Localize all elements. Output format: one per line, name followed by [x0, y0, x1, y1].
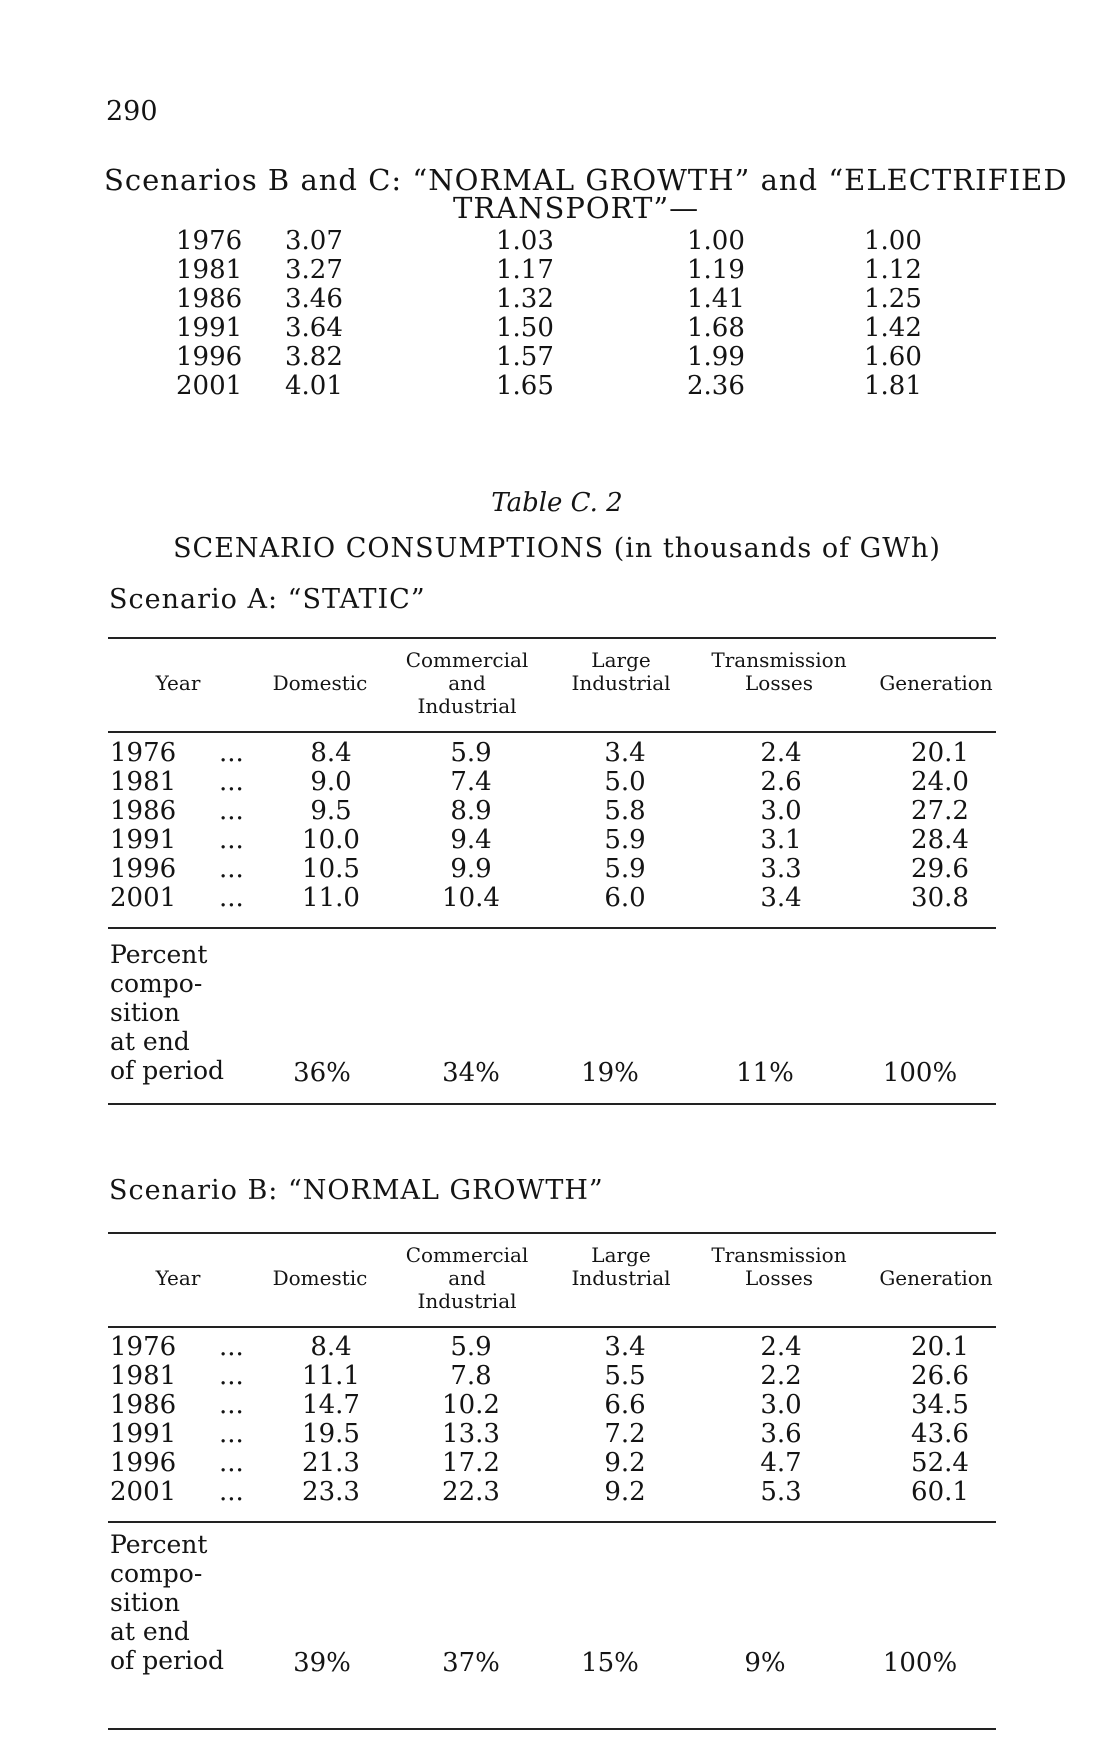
- year-cell: 1996: [110, 854, 177, 884]
- col-header-year: Year: [155, 1266, 201, 1290]
- value-cell: 9.4: [450, 825, 492, 855]
- value-cell: 11.0: [302, 883, 360, 913]
- col-header-large-industrial: Large: [591, 648, 651, 672]
- scenario-a-bottom-rule: [108, 1103, 996, 1105]
- value-cell: 3.0: [760, 1390, 802, 1420]
- value-cell: 9.5: [310, 796, 352, 826]
- value-cell: 29.6: [911, 854, 969, 884]
- value-cell: 3.6: [760, 1419, 802, 1449]
- col-header-commercial: Commercial: [405, 1243, 529, 1267]
- leader-dots: ...: [219, 883, 244, 913]
- value-cell: 9.9: [450, 854, 492, 884]
- col-header-large-industrial: Large: [591, 1243, 651, 1267]
- value-cell: 8.4: [310, 738, 352, 768]
- col-header-commercial: Industrial: [417, 1289, 517, 1313]
- value-cell: 8.9: [450, 796, 492, 826]
- col-header-domestic: Domestic: [272, 1266, 368, 1290]
- percent-label: Percent: [110, 1530, 208, 1559]
- value-cell: 19.5: [302, 1419, 360, 1449]
- bc-value: 1.25: [864, 284, 922, 314]
- leader-dots: ...: [219, 738, 244, 768]
- col-header-generation: Generation: [879, 671, 993, 695]
- bc-year: 2001: [176, 371, 243, 401]
- leader-dots: ...: [219, 1448, 244, 1478]
- value-cell: 5.3: [760, 1477, 802, 1507]
- col-header-commercial: Industrial: [417, 694, 517, 718]
- scenario-b-top-rule: [108, 1232, 996, 1234]
- table-caption: Table C. 2: [491, 488, 623, 518]
- col-header-transmission: Losses: [745, 1266, 813, 1290]
- value-cell: 10.5: [302, 854, 360, 884]
- value-cell: 6.6: [604, 1390, 646, 1420]
- scenario-a-label: Scenario A: “STATIC”: [109, 584, 426, 615]
- value-cell: 3.4: [604, 1332, 646, 1362]
- scenario-b-body-rule: [108, 1521, 996, 1523]
- percent-value: 36%: [293, 1058, 351, 1088]
- value-cell: 7.2: [604, 1419, 646, 1449]
- value-cell: 7.4: [450, 767, 492, 797]
- bc-year: 1991: [176, 313, 243, 343]
- bc-value: 1.00: [864, 226, 922, 256]
- col-header-large-industrial: Industrial: [571, 1266, 671, 1290]
- col-header-generation: Generation: [879, 1266, 993, 1290]
- percent-label: sition: [110, 1588, 181, 1617]
- scenario-a-body-rule: [108, 927, 996, 929]
- bc-value: 1.65: [496, 371, 554, 401]
- value-cell: 23.3: [302, 1477, 360, 1507]
- bc-value: 1.60: [864, 342, 922, 372]
- year-cell: 2001: [110, 883, 177, 913]
- year-cell: 1976: [110, 738, 177, 768]
- bc-value: 1.81: [864, 371, 922, 401]
- bc-year: 1996: [176, 342, 243, 372]
- percent-label: at end: [110, 1027, 190, 1056]
- col-header-transmission: Losses: [745, 671, 813, 695]
- value-cell: 4.7: [760, 1448, 802, 1478]
- bc-value: 3.82: [285, 342, 343, 372]
- value-cell: 3.4: [760, 883, 802, 913]
- page-number: 290: [106, 96, 158, 127]
- leader-dots: ...: [219, 1419, 244, 1449]
- percent-label: compo-: [110, 969, 203, 998]
- percent-label: Percent: [110, 940, 208, 969]
- percent-value: 19%: [581, 1058, 639, 1088]
- scenario-a-top-rule: [108, 637, 996, 639]
- bc-value: 1.12: [864, 255, 922, 285]
- bc-year: 1981: [176, 255, 243, 285]
- value-cell: 13.3: [442, 1419, 500, 1449]
- value-cell: 8.4: [310, 1332, 352, 1362]
- value-cell: 11.1: [302, 1361, 360, 1391]
- col-header-large-industrial: Industrial: [571, 671, 671, 695]
- bc-value: 1.99: [687, 342, 745, 372]
- value-cell: 6.0: [604, 883, 646, 913]
- value-cell: 3.1: [760, 825, 802, 855]
- bc-value: 1.32: [496, 284, 554, 314]
- bc-year: 1986: [176, 284, 243, 314]
- value-cell: 43.6: [911, 1419, 969, 1449]
- value-cell: 2.4: [760, 738, 802, 768]
- value-cell: 30.8: [911, 883, 969, 913]
- bc-value: 3.46: [285, 284, 343, 314]
- scenario-b-header-rule: [108, 1326, 996, 1328]
- percent-label: at end: [110, 1617, 190, 1646]
- value-cell: 3.4: [604, 738, 646, 768]
- scenarios-bc-heading-cont: TRANSPORT”—: [453, 191, 700, 225]
- value-cell: 22.3: [442, 1477, 500, 1507]
- table-title: SCENARIO CONSUMPTIONS (in thousands of GWh): [173, 533, 941, 564]
- value-cell: 9.2: [604, 1448, 646, 1478]
- scenarios-bc-heading: Scenarios B and C: “NORMAL GROWTH” and “ELECTRIFIED: [104, 163, 1068, 197]
- percent-value: 37%: [442, 1648, 500, 1678]
- col-header-year: Year: [155, 671, 201, 695]
- percent-label: sition: [110, 998, 181, 1027]
- year-cell: 1991: [110, 825, 177, 855]
- leader-dots: ...: [219, 854, 244, 884]
- value-cell: 5.9: [604, 825, 646, 855]
- year-cell: 1981: [110, 1361, 177, 1391]
- year-cell: 1991: [110, 1419, 177, 1449]
- bc-value: 1.00: [687, 226, 745, 256]
- value-cell: 28.4: [911, 825, 969, 855]
- value-cell: 10.2: [442, 1390, 500, 1420]
- bc-value: 1.50: [496, 313, 554, 343]
- value-cell: 5.8: [604, 796, 646, 826]
- col-header-commercial: and: [448, 671, 486, 695]
- percent-label: compo-: [110, 1559, 203, 1588]
- year-cell: 1986: [110, 1390, 177, 1420]
- percent-label: of period: [110, 1056, 225, 1085]
- percent-value: 15%: [581, 1648, 639, 1678]
- value-cell: 9.2: [604, 1477, 646, 1507]
- bc-value: 1.03: [496, 226, 554, 256]
- percent-value: 11%: [736, 1058, 794, 1088]
- value-cell: 27.2: [911, 796, 969, 826]
- col-header-domestic: Domestic: [272, 671, 368, 695]
- value-cell: 52.4: [911, 1448, 969, 1478]
- bc-value: 1.19: [687, 255, 745, 285]
- value-cell: 24.0: [911, 767, 969, 797]
- leader-dots: ...: [219, 767, 244, 797]
- value-cell: 5.9: [450, 1332, 492, 1362]
- value-cell: 26.6: [911, 1361, 969, 1391]
- percent-value: 100%: [882, 1058, 958, 1088]
- value-cell: 3.0: [760, 796, 802, 826]
- value-cell: 5.5: [604, 1361, 646, 1391]
- year-cell: 1996: [110, 1448, 177, 1478]
- year-cell: 2001: [110, 1477, 177, 1507]
- bc-value: 1.17: [496, 255, 554, 285]
- scenario-a-header-rule: [108, 731, 996, 733]
- bc-value: 1.41: [687, 284, 745, 314]
- bc-year: 1976: [176, 226, 243, 256]
- value-cell: 20.1: [911, 738, 969, 768]
- value-cell: 3.3: [760, 854, 802, 884]
- value-cell: 2.6: [760, 767, 802, 797]
- col-header-commercial: Commercial: [405, 648, 529, 672]
- bc-value: 4.01: [285, 371, 343, 401]
- col-header-commercial: and: [448, 1266, 486, 1290]
- bc-value: 1.57: [496, 342, 554, 372]
- bc-value: 2.36: [687, 371, 745, 401]
- value-cell: 10.4: [442, 883, 500, 913]
- value-cell: 7.8: [450, 1361, 492, 1391]
- year-cell: 1981: [110, 767, 177, 797]
- value-cell: 21.3: [302, 1448, 360, 1478]
- leader-dots: ...: [219, 825, 244, 855]
- value-cell: 5.9: [450, 738, 492, 768]
- leader-dots: ...: [219, 1332, 244, 1362]
- value-cell: 5.9: [604, 854, 646, 884]
- bc-value: 3.07: [285, 226, 343, 256]
- scenario-b-label: Scenario B: “NORMAL GROWTH”: [109, 1175, 604, 1206]
- bc-value: 3.27: [285, 255, 343, 285]
- value-cell: 5.0: [604, 767, 646, 797]
- value-cell: 2.4: [760, 1332, 802, 1362]
- value-cell: 9.0: [310, 767, 352, 797]
- percent-value: 100%: [882, 1648, 958, 1678]
- bc-value: 1.68: [687, 313, 745, 343]
- col-header-transmission: Transmission: [711, 648, 847, 672]
- leader-dots: ...: [219, 1477, 244, 1507]
- bc-value: 1.42: [864, 313, 922, 343]
- value-cell: 20.1: [911, 1332, 969, 1362]
- value-cell: 60.1: [911, 1477, 969, 1507]
- bc-value: 3.64: [285, 313, 343, 343]
- leader-dots: ...: [219, 796, 244, 826]
- value-cell: 17.2: [442, 1448, 500, 1478]
- percent-label: of period: [110, 1646, 225, 1675]
- value-cell: 14.7: [302, 1390, 360, 1420]
- scenario-b-bottom-rule: [108, 1728, 996, 1730]
- value-cell: 10.0: [302, 825, 360, 855]
- value-cell: 34.5: [911, 1390, 969, 1420]
- value-cell: 2.2: [760, 1361, 802, 1391]
- leader-dots: ...: [219, 1361, 244, 1391]
- percent-value: 39%: [293, 1648, 351, 1678]
- year-cell: 1986: [110, 796, 177, 826]
- col-header-transmission: Transmission: [711, 1243, 847, 1267]
- percent-value: 34%: [442, 1058, 500, 1088]
- leader-dots: ...: [219, 1390, 244, 1420]
- year-cell: 1976: [110, 1332, 177, 1362]
- percent-value: 9%: [744, 1648, 786, 1678]
